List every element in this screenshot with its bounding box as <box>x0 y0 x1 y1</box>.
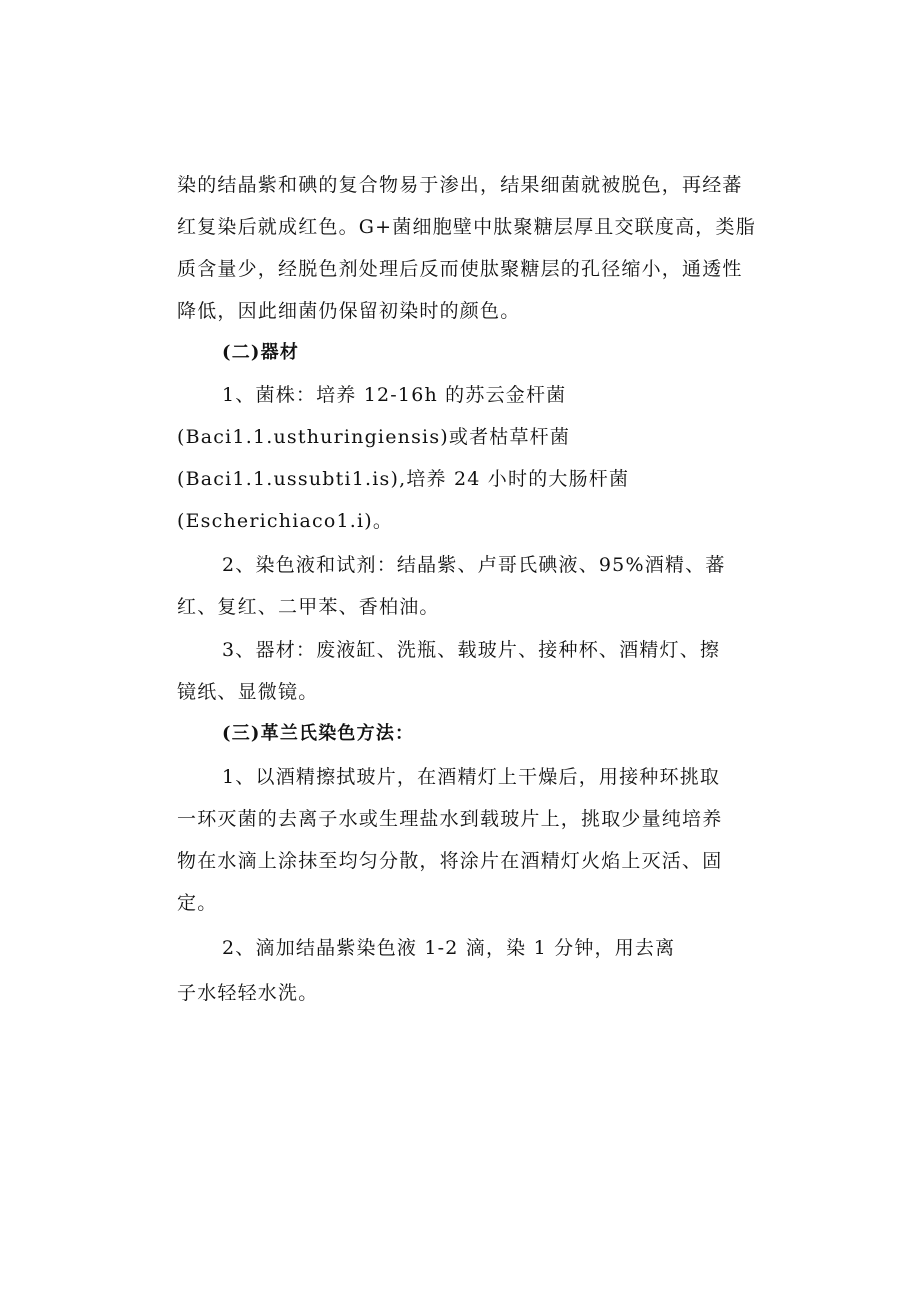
list-item-apparatus-line-2: 镜纸、显微镜。 <box>177 681 319 703</box>
list-item-reagents-line-2: 红、复红、二甲苯、香柏油。 <box>177 596 440 618</box>
paragraph-line-4: 降低，因此细菌仍保留初染时的颜色。 <box>177 300 521 322</box>
list-item-reagents: 2、染色液和试剂：结晶紫、卢哥氏碘液、95%酒精、蕃 <box>222 554 726 576</box>
section-heading-gram-stain-method: (三)革兰氏染色方法： <box>222 723 415 744</box>
step-2-line-1: 2、滴加结晶紫染色液 1-2 滴，染 1 分钟，用去离 <box>222 937 676 959</box>
step-1-line-2: 一环灭菌的去离子水或生理盐水到载玻片上，挑取少量纯培养 <box>177 808 723 830</box>
paragraph-line-3: 质含量少，经脱色剂处理后反而使肽聚糖层的孔径缩小，通透性 <box>177 258 743 280</box>
paragraph-line-2: 红复染后就成红色。G+菌细胞壁中肽聚糖层厚且交联度高，类脂 <box>177 216 756 238</box>
list-item-strains-line-4: (Escherichiaco1.i)。 <box>177 510 394 532</box>
step-1-line-1: 1、以酒精擦拭玻片，在酒精灯上干燥后，用接种环挑取 <box>222 766 721 788</box>
list-item-apparatus: 3、器材：废液缸、洗瓶、载玻片、接种杯、酒精灯、擦 <box>222 639 721 661</box>
paragraph-line-1: 染的结晶紫和碘的复合物易于渗出，结果细菌就被脱色，再经蕃 <box>177 174 743 196</box>
list-item-strains: 1、菌株：培养 12-16h 的苏云金杆菌 <box>222 384 567 406</box>
section-heading-equipment: (二)器材 <box>222 342 300 363</box>
step-1-line-4: 定。 <box>177 892 218 914</box>
list-item-strains-line-3: (Baci1.1.ussubti1.is),培养 24 小时的大肠杆菌 <box>177 468 630 490</box>
step-1-line-3: 物在水滴上涂抹至均匀分散，将涂片在酒精灯火焰上灭活、固 <box>177 850 723 872</box>
list-item-strains-line-2: (Baci1.1.usthuringiensis)或者枯草杆菌 <box>177 426 571 448</box>
step-2-line-2: 子水轻轻水洗。 <box>177 982 319 1004</box>
